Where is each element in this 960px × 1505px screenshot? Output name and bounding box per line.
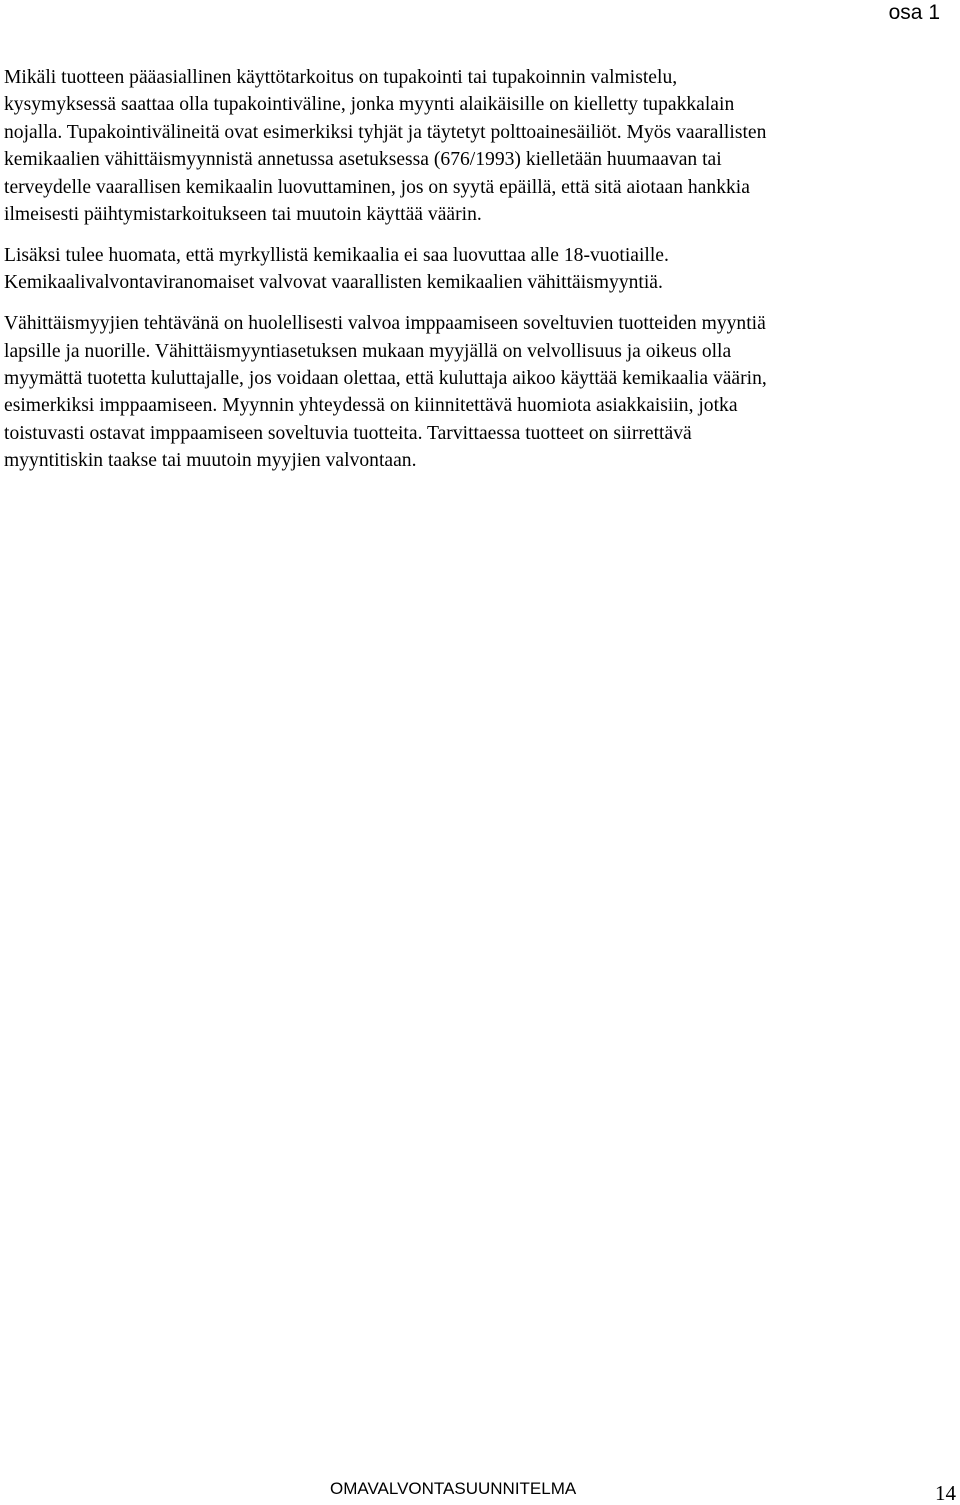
text-line: esimerkiksi imppaamiseen. Myynnin yhteydessä on kiinnitettävä huomiota asiakkaisiin, jotka	[4, 395, 738, 417]
paragraph-tobacco-accessories	[4, 64, 952, 228]
text-line: terveydelle vaarallisen kemikaalin luovuttaminen, jos on syytä epäillä, että sitä aiotaan hankkia	[4, 176, 750, 198]
paragraph-retailer-duties	[4, 310, 952, 474]
text-line: Kemikaalivalvontaviranomaiset valvovat vaarallisten kemikaalien vähittäismyyntiä.	[4, 272, 663, 294]
text-line: toistuvasti ostavat imppaamiseen soveltuvia tuotteita. Tarvittaessa tuotteet on siirrettävä	[4, 422, 692, 444]
text-line: kemikaalien vähittäismyynnistä annetussa asetuksessa (676/1993) kielletään huumaavan tai	[4, 149, 722, 171]
page-number: 14	[935, 1481, 956, 1505]
text-line: kysymyksessä saattaa olla tupakointiväline, jonka myynti alaikäisille on kielletty tupakkalain	[4, 94, 735, 116]
text-line: Lisäksi tulee huomata, että myrkyllistä kemikaalia ei saa luovuttaa alle 18-vuotiaille.	[4, 244, 669, 266]
document-body	[4, 64, 952, 488]
section-header: osa 1	[888, 1, 940, 24]
text-line: myymättä tuotetta kuluttajalle, jos voidaan olettaa, että kuluttaja aikoo käyttää kemikaalia väärin,	[4, 368, 767, 390]
text-line: myyntitiskin taakse tai muutoin myyjien valvontaan.	[4, 450, 417, 472]
footer-document-title: OMAVALVONTASUUNNITELMA	[330, 1479, 577, 1498]
text-line: Mikäli tuotteen pääasiallinen käyttötarkoitus on tupakointi tai tupakoinnin valmistelu,	[4, 67, 678, 88]
text-line: Vähittäismyyjien tehtävänä on huolellisesti valvoa imppaamiseen soveltuvien tuotteiden myyntiä	[4, 313, 766, 335]
text-line: lapsille ja nuorille. Vähittäismyyntiasetuksen mukaan myyjällä on velvollisuus ja oikeus olla	[4, 340, 732, 362]
text-line: nojalla. Tupakointivälineitä ovat esimerkiksi tyhjät ja täytetyt polttoainesäiliöt. Myös vaarallisten	[4, 121, 767, 143]
paragraph-toxic-chemicals	[4, 242, 952, 297]
text-line: ilmeisesti päihtymistarkoitukseen tai muutoin käyttää väärin.	[4, 204, 482, 226]
